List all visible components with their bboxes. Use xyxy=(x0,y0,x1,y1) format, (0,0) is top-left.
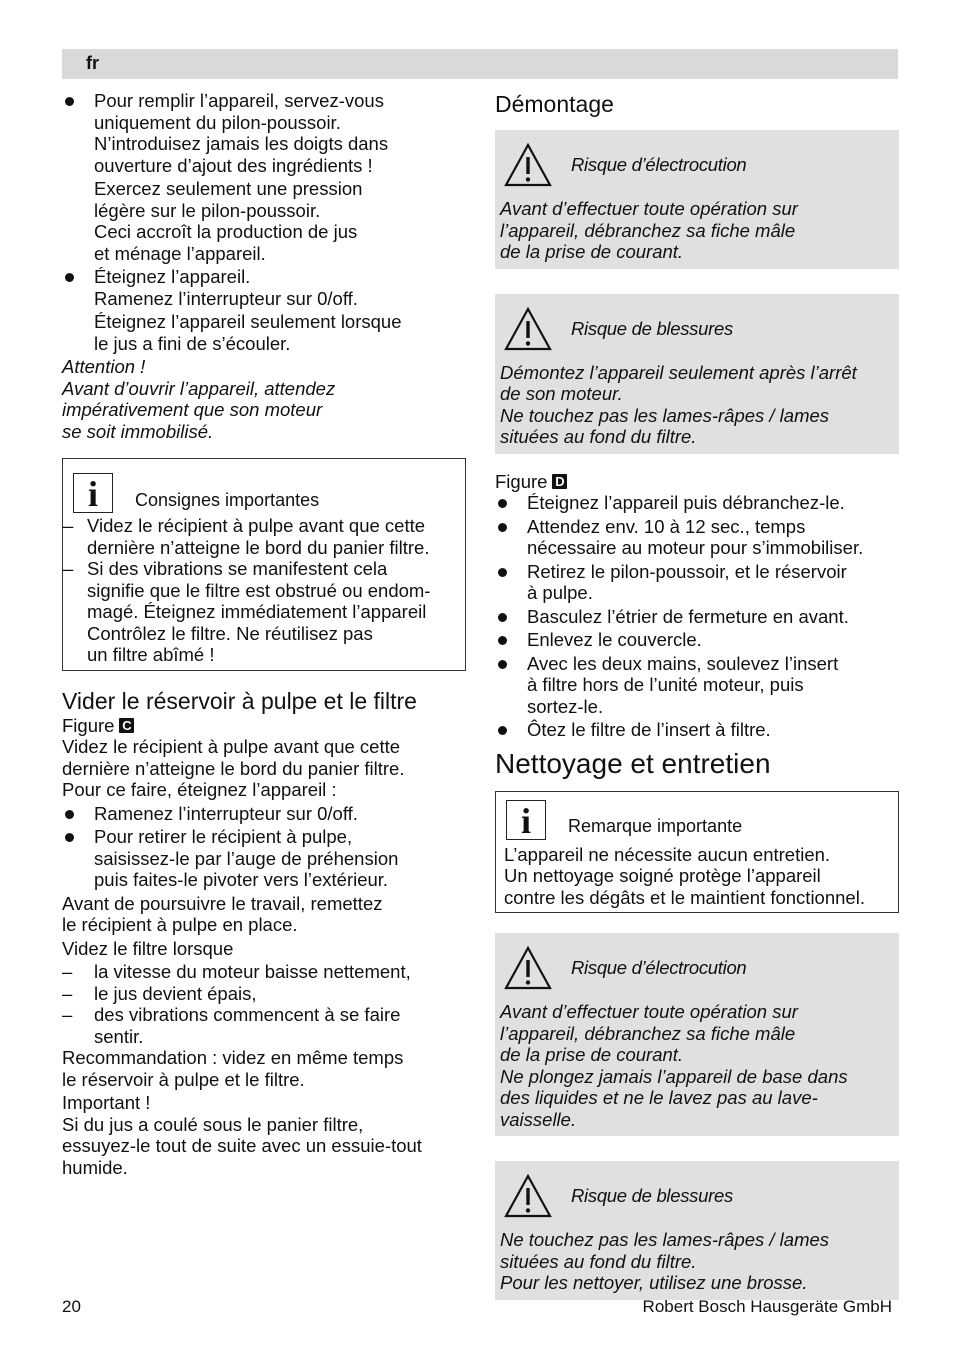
list-item: Ôtez le filtre de l’insert à filtre. xyxy=(495,719,899,741)
switch-position: 0/off xyxy=(317,802,353,824)
switch-position: 0/off xyxy=(317,287,353,309)
recommendation-label: Recommandation : xyxy=(62,1047,218,1068)
list-item: Basculez l’étrier de fermeture en avant. xyxy=(495,606,899,628)
section-title: Vider le réservoir à pulpe et le filtre xyxy=(62,687,417,714)
company-name: Robert Bosch Hausgeräte GmbH xyxy=(642,1297,892,1316)
list-item: Attendez env. 10 à 12 sec., temps nécessaire au moteur pour s’immobiliser. xyxy=(495,516,899,559)
list-item: Retirez le pilon-poussoir, et le réservoir à pulpe. xyxy=(495,561,899,604)
fill-instructions-list xyxy=(62,90,466,354)
warning-title: Risque de blessures xyxy=(571,317,733,339)
section-title: Nettoyage et entretien xyxy=(495,747,771,779)
notice-list xyxy=(63,515,465,666)
list-item: Éteignez l’appareil puis débranchez-le. xyxy=(495,492,899,514)
header-bar xyxy=(62,49,898,79)
disassembly-steps xyxy=(495,492,899,741)
page-number: 20 xyxy=(62,1297,81,1316)
warning-box-electrocution: Risque d’électrocution Avant d’effectuer toute opération sur l’appareil, débranchez sa fiche mâle de la prise de courant. xyxy=(495,130,899,269)
warning-box-injury: Risque de blessures Ne touchez pas les lames-râpes / lames situées au fond du filtre. Pour les nettoyer, utilisez une brosse. xyxy=(495,1161,899,1300)
list-item: Ramenez l’interrupteur sur 0/off. xyxy=(62,803,466,825)
section-title: Démontage xyxy=(495,91,614,117)
right-column xyxy=(495,90,899,1300)
warning-title: Risque de blessures xyxy=(571,1185,733,1207)
list-item: Pour remplir l’appareil, servez-vous uniquement du pilon-poussoir. N’introduisez jamais les doigts dans ouverture d’ajout des ingrédients ! Exercez seulement une pression légère sur le pilon-poussoir. Ceci accroît la production de jus et ménage l’appareil. xyxy=(62,90,466,264)
left-column: Pour remplir l’appareil, servez-vous uniquement du pilon-poussoir. N’introduisez jamais les doigts dans ouverture d’ajout des ingrédients ! Exercez seulement une pression légère sur le pilon-poussoir. Ceci accroît la production de jus et ménage l’appareil. Éteignez l’appareil. Ramenez l’interrupteur sur 0/off. Éteignez l’appareil seulement lorsque le jus a fini de s’écouler. Attention ! Avant d’ouvrir l’appareil, attendez impérativement que son moteur se soit immobilisé. i Consignes importantes – Videz le récipient à pulpe avant que cette dernière n’atteigne le bord du panier filtre. – Si des vibrations se manifestent cela signifie que le filtre est obstrué ou endom- magé. Éteignez immédiatement l’appareil Contrôlez le filtre. Ne réutilisez pas un filtre abîmé ! Vider le réservoir à pulpe et le filtre Figure C Videz le récipient à pulpe avant que cette dernière n’atteigne le bord du panier filtre. Pour ce faire, éteignez l’appareil : Ramenez l’interrupteur sur 0/off. Pour retirer le récipient à pulpe, saisissez-le par l’auge de préhension puis faites-le pivoter vers l’extérieur. Avant de poursuivre le travail, remettez le récipient à pulpe en place. Videz le filtre lorsque – la vitesse du moteur baisse nettement, – le jus devient épais, – des vibrations commencent à se faire sentir. Recommandation : videz en même temps le réservoir à pulpe et le filtre. Important ! Si du jus a coulé sous le panier filtre, essuyez-le tout de suite avec un essuie-tout humide. xyxy=(62,90,466,1178)
warning-title: Risque d’électrocution xyxy=(571,957,747,979)
warning-icon xyxy=(503,945,553,991)
info-icon: i xyxy=(506,800,546,840)
notice-title: Consignes importantes xyxy=(135,489,320,510)
warning-box-injury: Risque de blessures Démontez l’appareil seulement après l’arrêt de son moteur. Ne touchez pas les lames-râpes / lames situées au fond du filtre. xyxy=(495,294,899,454)
figure-reference: Figure D xyxy=(495,471,567,493)
figure-letter-badge: C xyxy=(119,718,134,733)
notice-header xyxy=(63,463,465,513)
list-item: Pour retirer le récipient à pulpe, saisissez-le par l’auge de préhension puis faites-le pivoter vers l’extérieur. xyxy=(62,826,466,891)
empty-pulp-steps xyxy=(62,803,466,891)
warning-box-electrocution: Risque d’électrocution Avant d’effectuer toute opération sur l’appareil, débranchez sa fiche mâle de la prise de courant. Ne plongez jamais l’appareil de base dans des liquides et ne le lavez pas au lave- vaisselle. xyxy=(495,933,899,1136)
info-icon: i xyxy=(73,473,113,513)
attention-text: Avant d’ouvrir l’appareil, attendez impérativement que son moteur se soit immobilisé. xyxy=(62,377,336,442)
list-item: – des vibrations commencent à se faire sentir. xyxy=(62,1004,466,1047)
figure-letter-badge: D xyxy=(552,474,567,489)
list-item: Enlevez le couvercle. xyxy=(495,629,899,651)
notice-title: Remarque importante xyxy=(568,816,743,836)
list-item: Éteignez l’appareil. Ramenez l’interrupteur sur 0/off. Éteignez l’appareil seulement lorsque le jus a fini de s’écouler. xyxy=(62,266,466,354)
filter-conditions-list xyxy=(62,961,466,1047)
list-item: Avec les deux mains, soulevez l’insert à filtre hors de l’unité moteur, puis sortez-le. xyxy=(495,653,899,718)
important-notice-box: i Remarque importante L’appareil ne nécessite aucun entretien. Un nettoyage soigné protège l’appareil contre les dégâts et le maintient fonctionnel. xyxy=(495,791,899,914)
attention-label: Attention ! xyxy=(62,356,146,377)
language-tag: fr xyxy=(86,53,99,73)
warning-title: Risque d’électrocution xyxy=(571,154,747,176)
list-item: – le jus devient épais, xyxy=(62,983,466,1005)
list-item: – Si des vibrations se manifestent cela signifie que le filtre est obstrué ou endom- magé. Éteignez immédiatement l’appareil Contrôlez le filtre. Ne réutilisez pas un filtre abîmé ! xyxy=(63,558,465,666)
list-item: – Videz le récipient à pulpe avant que cette dernière n’atteigne le bord du panier filtre. xyxy=(63,515,465,558)
list-item: – la vitesse du moteur baisse nettement, xyxy=(62,961,466,983)
list-item-continuation: Exercez seulement une pression légère sur le pilon-poussoir. Ceci accroît la production de jus et ménage l’appareil. xyxy=(94,178,363,264)
important-notice-box xyxy=(62,458,466,671)
important-label: Important ! xyxy=(62,1092,151,1113)
warning-icon xyxy=(503,142,553,188)
warning-icon xyxy=(503,1173,553,1219)
figure-reference: Figure C xyxy=(62,715,134,737)
warning-icon xyxy=(503,306,553,352)
